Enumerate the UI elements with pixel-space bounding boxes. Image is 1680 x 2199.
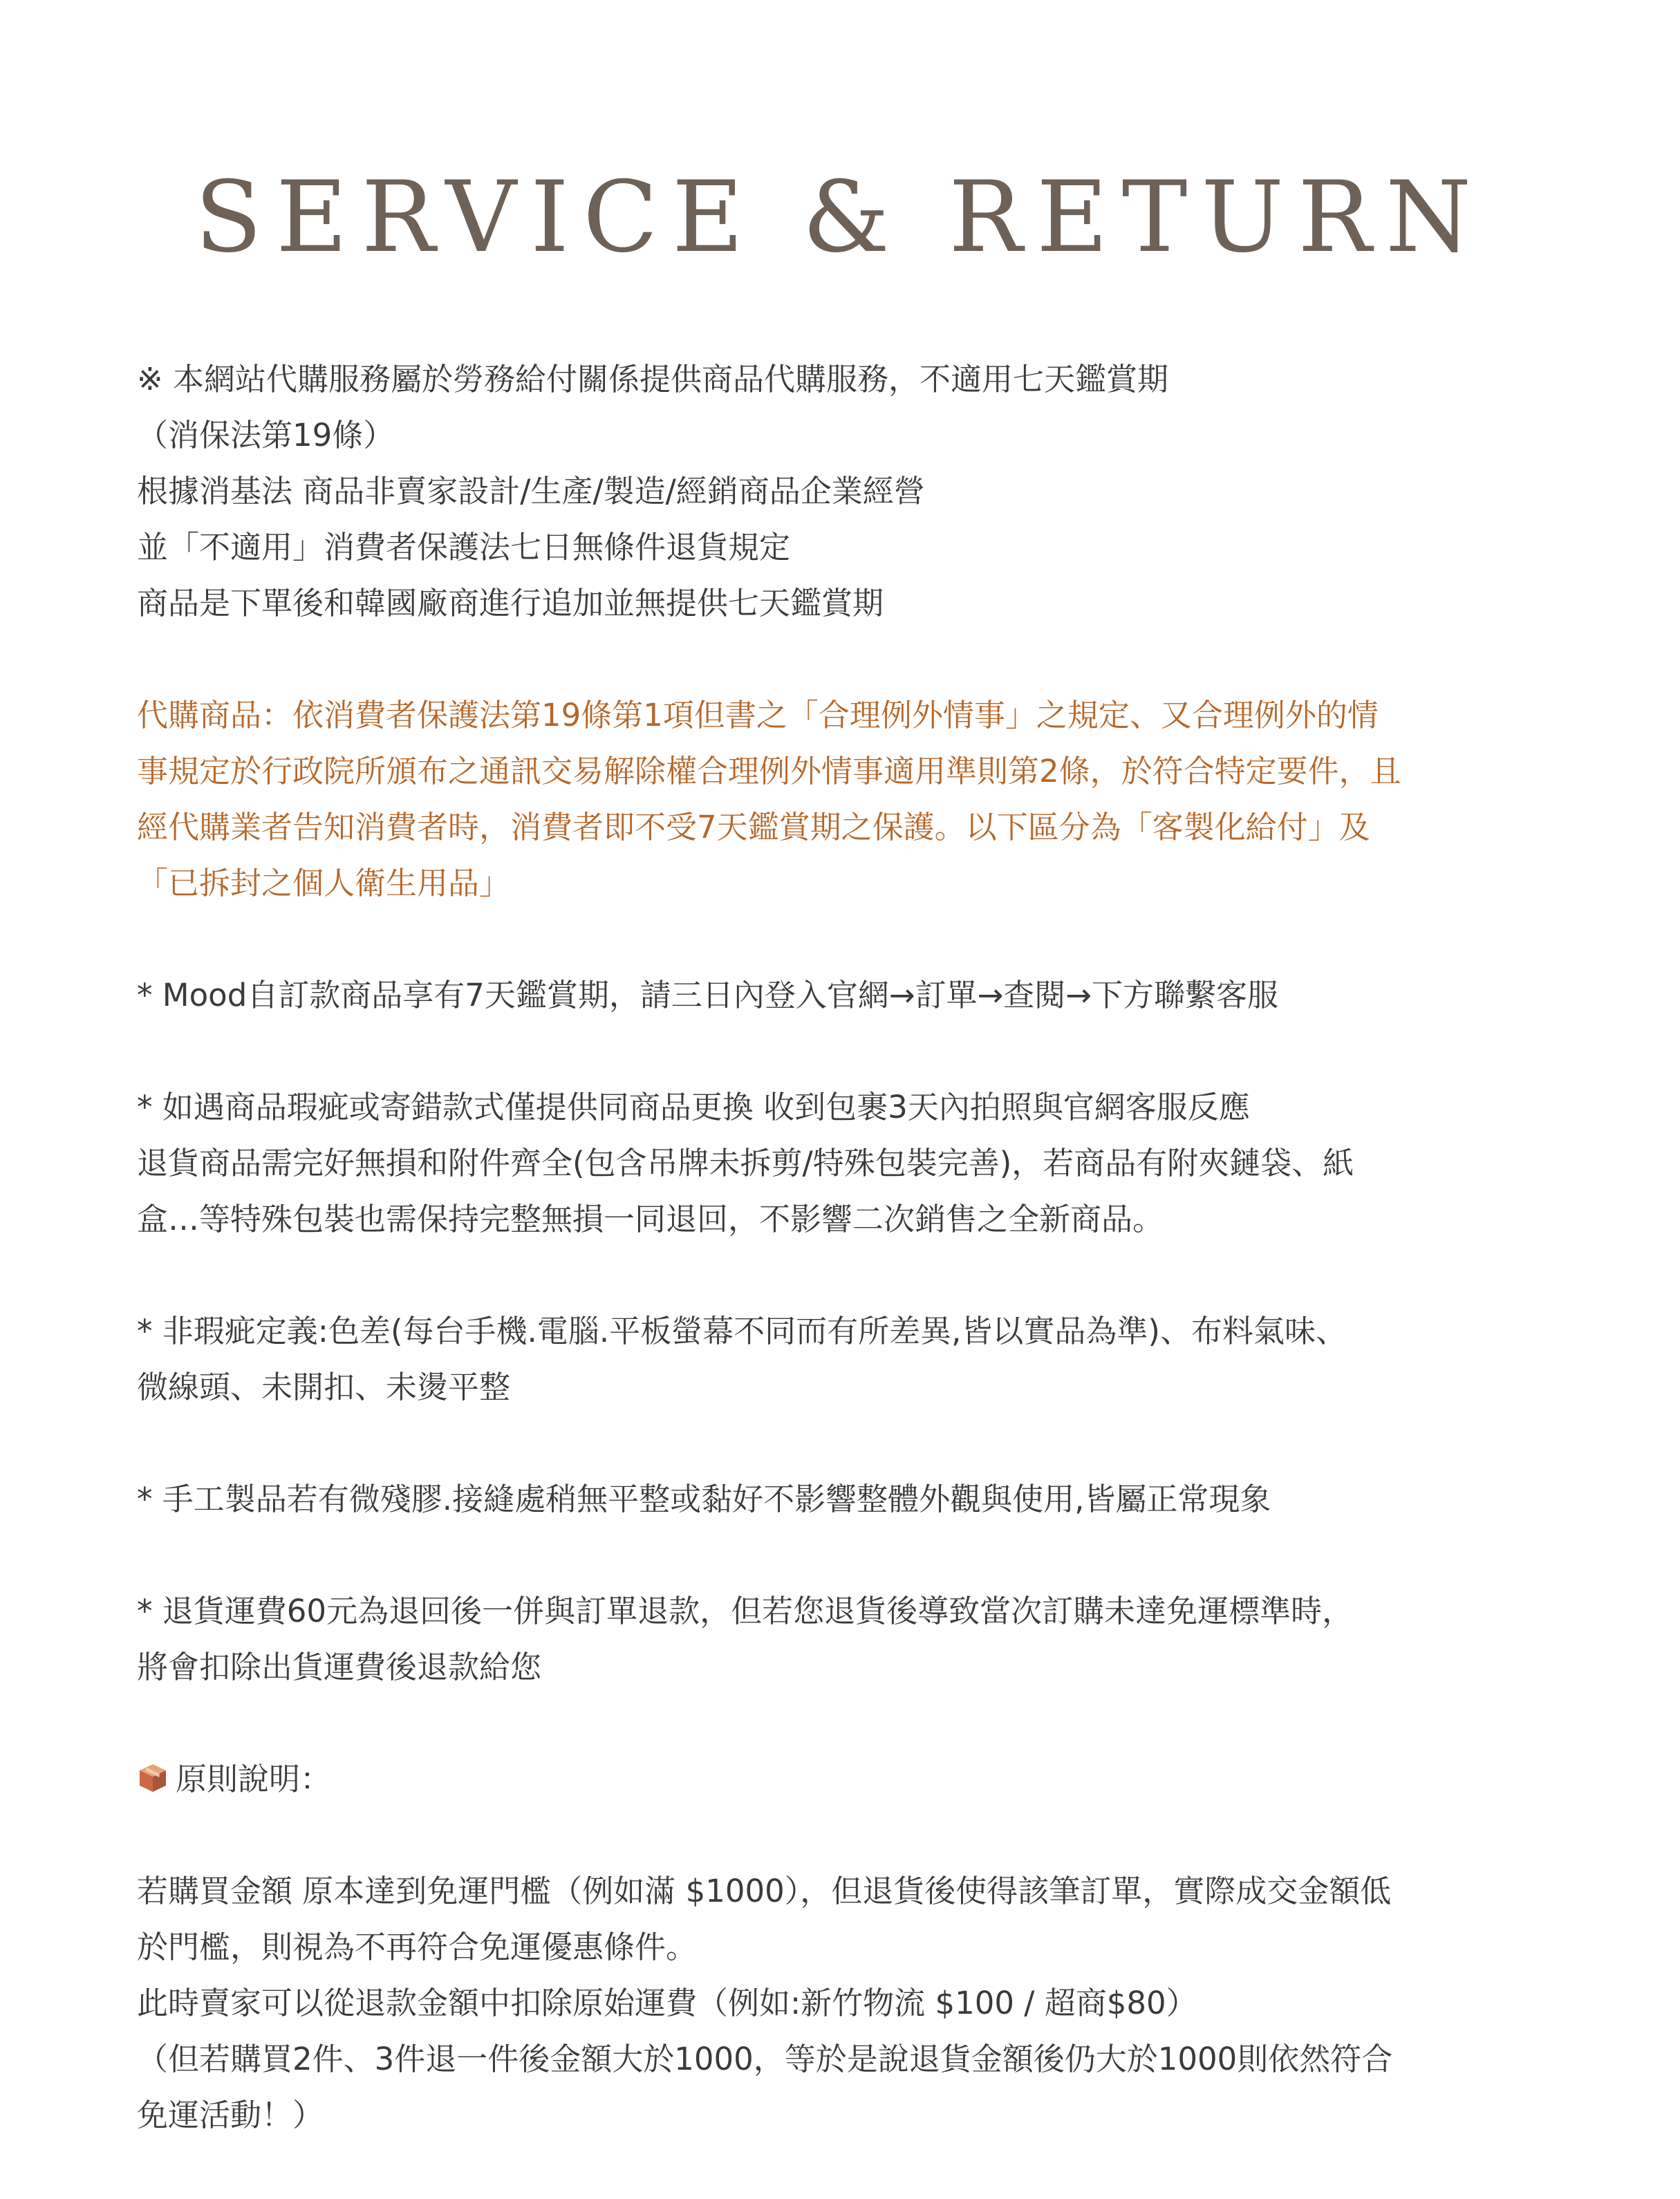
text-line: 根據消基法 商品非賣家設計/生產/製造/經銷商品企業經營 — [137, 473, 925, 509]
text-line: （消保法第19條） — [137, 417, 395, 453]
non-defect-paragraph — [137, 1303, 1630, 1415]
text-line: 若購買金額 原本達到免運門檻（例如滿 $1000），但退貨後使得該筆訂單，實際成交金額低 — [137, 1873, 1392, 1909]
text-line: * 如遇商品瑕疵或寄錯款式僅提供同商品更換 收到包裹3天內拍照與官網客服反應 — [137, 1089, 1250, 1125]
intro-paragraph — [137, 351, 1630, 631]
text-line: 此時賣家可以從退款金額中扣除原始運費（例如:新竹物流 $100 / 超商$80） — [137, 1985, 1197, 2021]
text-line: * Mood自訂款商品享有7天鑑賞期，請三日內登入官網→訂單→查閱→下方聯繫客服 — [137, 977, 1279, 1013]
text-line: * 退貨運費60元為退回後一併與訂單退款，但若您退貨後導致當次訂購未達免運標準時， — [137, 1593, 1354, 1629]
text-line: 免運活動！） — [137, 2097, 324, 2133]
text-line: （但若購買2件、3件退一件後金額大於1000，等於是說退貨金額後仍大於1000則依然符合 — [137, 2041, 1393, 2077]
package-box-icon — [137, 1762, 169, 1794]
principle-detail-paragraph — [137, 1863, 1630, 2143]
text-line: 代購商品：依消費者保護法第19條第1項但書之「合理例外情事」之規定、又合理例外的情 — [137, 697, 1379, 733]
principle-heading-line — [137, 1751, 1630, 1807]
mood-paragraph — [137, 967, 1630, 1023]
text-line: 事規定於行政院所頒布之通訊交易解除權合理例外情事適用準則第2條，於符合特定要件，且 — [137, 753, 1401, 789]
text-line: 將會扣除出貨運費後退款給您 — [137, 1649, 542, 1685]
shipping-paragraph — [137, 1583, 1630, 1695]
text-line: * 非瑕疵定義:色差(每台手機.電腦.平板螢幕不同而有所差異,皆以實品為準)、布料氣味、 — [137, 1313, 1347, 1349]
legal-paragraph — [137, 687, 1630, 911]
page-title: SERVICE & RETURN — [194, 160, 1486, 274]
text-line: 退貨商品需完好無損和附件齊全(包含吊牌未拆剪/特殊包裝完善)，若商品有附夾鏈袋、紙 — [137, 1145, 1354, 1181]
text-line: 「已拆封之個人衛生用品」 — [137, 865, 511, 901]
text-line: 並「不適用」消費者保護法七日無條件退貨規定 — [137, 529, 791, 565]
principle-heading — [137, 1751, 1630, 1807]
text-line: * 手工製品若有微殘膠.接縫處稍無平整或黏好不影響整體外觀與使用,皆屬正常現象 — [137, 1481, 1271, 1517]
text-line: 微線頭、未開扣、未燙平整 — [137, 1369, 511, 1405]
text-line: 於門檻，則視為不再符合免運優惠條件。 — [137, 1929, 698, 1965]
text-line: 商品是下單後和韓國廠商進行追加並無提供七天鑑賞期 — [137, 585, 884, 621]
text-line: 盒…等特殊包裝也需保持完整無損一同退回，不影響二次銷售之全新商品。 — [137, 1201, 1164, 1237]
principle-heading-text: 原則說明： — [176, 1761, 332, 1797]
policy-content — [137, 351, 1630, 2199]
handmade-paragraph — [137, 1471, 1630, 1527]
text-line: ※ 本網站代購服務屬於勞務給付關係提供商品代購服務，不適用七天鑑賞期 — [137, 361, 1169, 397]
defect-paragraph — [137, 1079, 1630, 1247]
text-line: 經代購業者告知消費者時，消費者即不受7天鑑賞期之保護。以下區分為「客製化給付」及 — [137, 809, 1370, 845]
